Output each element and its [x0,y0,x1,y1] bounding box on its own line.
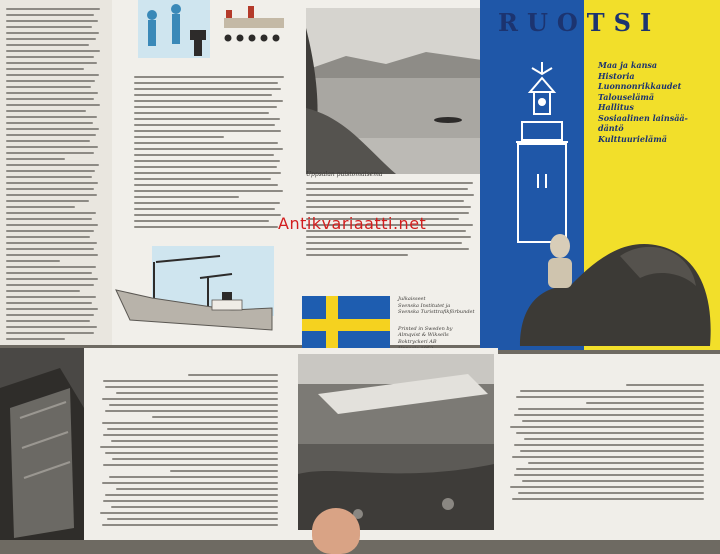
publisher-block [398,296,478,352]
publisher-line: Julkaisseet [398,296,426,302]
watermark-text: Antikvariaatti.net [278,214,427,233]
swedish-flag [302,296,390,354]
lake-photo [306,8,488,174]
contents-item: Kulttuurielämä [598,133,667,144]
industry-panel [112,0,298,345]
body-text [134,76,284,232]
bottom-text-panel-right [498,354,720,540]
city-hall-tower-illustration [508,62,578,242]
printer-line: Almqvist & Wiksells Boktryckeri AB [398,332,449,345]
printer-line: Printed in Sweden by [398,325,453,332]
finger [312,508,360,554]
photo-panel [298,0,480,345]
contents-item: däntö [598,123,624,133]
bottom-text-panel-left [84,348,298,540]
publisher-line: Svenska Institutet ja [398,302,451,309]
cover-title: RUOTSI [498,8,661,37]
body-text [6,8,104,344]
contents-item: Luonnonrikkaudet [598,81,682,91]
publisher-line: Svenska Turisttrafikförbundet [398,309,475,316]
photo-caption: Uppsalan puistomaisema [306,171,383,178]
contents-item: Sosiaalinen lainsää- [598,112,688,123]
ship-illustration [112,238,298,348]
contents-item: Hallitus [598,102,634,112]
contents-item: Maa ja kansa [598,60,658,70]
lion-statue-photo [500,226,720,352]
contents-item: Talouselämä [598,91,655,102]
contents-item: Historia [598,70,635,81]
workers-illustration [112,0,298,80]
contents-list [598,60,708,144]
left-text-panel [0,0,112,345]
bottom-left-photo [0,348,84,540]
